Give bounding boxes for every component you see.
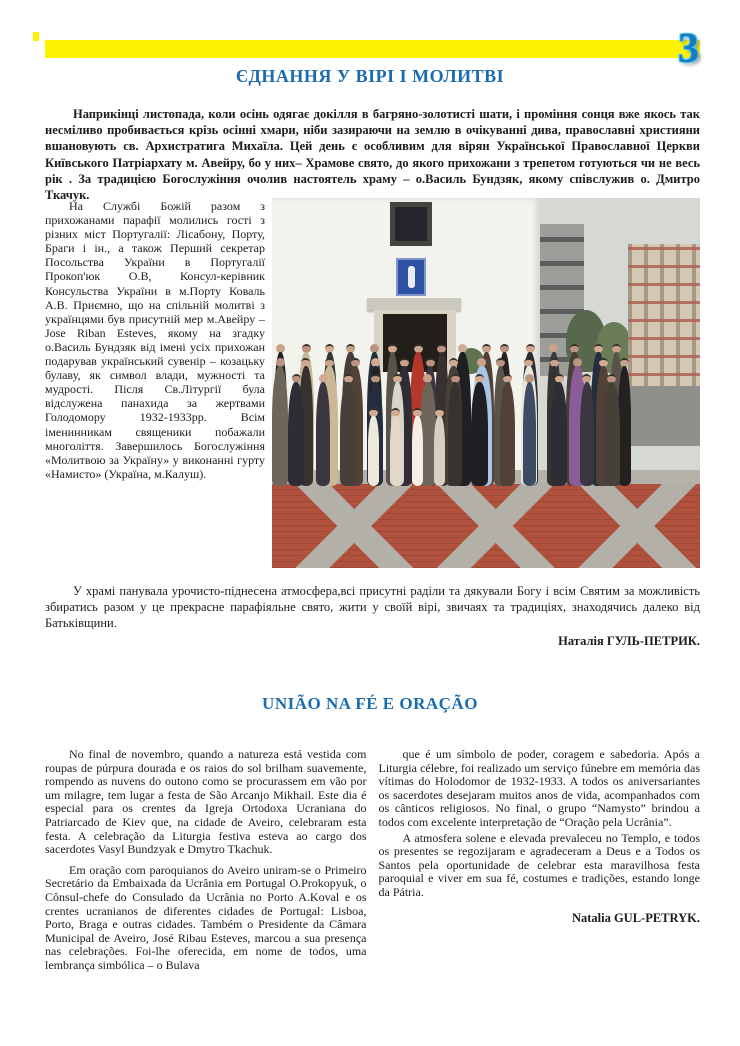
brick-pavement (272, 484, 700, 568)
group-photo (272, 198, 700, 568)
icon-saint-figure (408, 266, 415, 288)
person-body (500, 382, 515, 486)
person-figure (500, 374, 515, 486)
ukrainian-article-body (45, 199, 700, 569)
person-figure (316, 374, 330, 486)
person-figure (523, 374, 536, 486)
person-body (471, 382, 488, 486)
person-body (434, 416, 445, 486)
signature-portuguese: Natalia GUL-PETRYK. (571, 910, 700, 925)
person-figure (471, 374, 488, 486)
person-body (603, 382, 620, 486)
person-body (412, 416, 423, 486)
person-figure (603, 374, 620, 486)
pt-left-paragraph-1: No final de novembro, quando a natureza está vestida com roupas de púrpura dourada e os raios do sol brilham suavemente, rompendo as nuvens do outono como se procurassem em vão por um milagre, tem lugar a festa de São Arcanjo Mikhail. Este dia é especial para os crentes da Igreja Ortodoxa Ucraniana do Patriarcado de Kiev que, na cidade de Aveiro, celebraram esta festa. A celebração da Liturgia festiva esteva ao cargo dos sacerdotes Vasyl Bundzyak e Dmytro Tkachuk. (45, 747, 367, 857)
closing-paragraph-ukrainian: У храмі панувала урочисто-піднесена атмосфера,всі присутні раділи та дякували Богу і всім Святим за можливість збиратись разом у це прекрасне парафіяльне свято, жити у своїй вірі, звичаях та традиціях, знаходячись далеко від Батьківщини. (45, 584, 700, 630)
crowd-of-parishioners (272, 328, 700, 488)
yellow-top-bar (45, 40, 700, 58)
person-body (288, 382, 304, 486)
yellow-tick-decoration (33, 32, 39, 41)
person-body (316, 382, 330, 486)
person-body (368, 416, 379, 486)
person-body (272, 366, 288, 486)
article-title-portuguese: UNIÃO NA FÉ E ORAÇÃO (262, 694, 478, 713)
person-body (390, 416, 401, 486)
person-body (551, 382, 567, 486)
person-body (523, 382, 536, 486)
ukrainian-column-text: На Службі Божій разом з прихожанами парафії молились гості з різних міст Португалії: Лісабону, Порту, Браги і ін., а також Перший секретар Посольства України в Португалії Прокоп'юк О.В, Консул-керівник Консульства України в м.Порту Коваль А.В. Приємно, що на спільній молитві з українцями був присутній мер м.Авейру – Jose Riban Esteves, якому на згадку о.Василь Бундзяк від імені усіх прихожан подарував український сувенір – козацьку булаву, як символ влади, мужності та мудрості. Після Св.Літургії була відслужена панахида за жертвами Голодомору 1932-1933рр. Всім іменинникам священики побажали многоліття. Завершилось Богослужіння «Молитвою за Україну» у виконанні гурту «Намисто» (Україна, м.Калуш). (45, 199, 265, 481)
portuguese-right-column (379, 748, 701, 973)
church-window (390, 202, 432, 246)
person-body (580, 382, 594, 486)
door-cornice (367, 298, 461, 310)
portuguese-left-column (45, 748, 367, 973)
blue-icon-tile (396, 258, 426, 296)
person-figure (368, 408, 379, 486)
person-body (448, 382, 462, 486)
person-figure (390, 408, 401, 486)
person-figure (448, 374, 462, 486)
pt-right-paragraph-2: A atmosfera solene e elevada prevaleceu no Templo, e todos os presentes se regozijaram e agradeceram a Deus e a Todos os Santos pela oportunidade de celebrar esta maravilhosa festa paroquial e viver em sua fé, costumes e tradições, estando longe da Pátria. (378, 830, 700, 899)
person-figure (340, 374, 357, 486)
article-title-ukrainian: ЄДНАННЯ У ВІРІ І МОЛИТВІ (235, 66, 505, 86)
person-figure (288, 374, 304, 486)
person-figure (412, 408, 423, 486)
person-figure (272, 358, 288, 486)
pt-left-paragraph-2: Em oração com paroquianos do Aveiro uniram-se o Primeiro Secretário da Embaixada da Ucrânia em Portugal O.Prokopyuk, o Cônsul-chefe do Consulado da Ucrânia no Porto A.Koval e os crentes ucranianos de diferentes cidades de Portugal: Lisboa, Porto, Braga e outras cidades. Também o Presidente da Câmara Municipal de Aveiro, José Ribau Esteves, marcou a sua presença nas celebrações. Foi-lhe oferecida, em nome de todos, uma lembrança simbólica – o Bulava (45, 862, 367, 972)
lead-paragraph-ukrainian: Наприкінці листопада, коли осінь одягає докілля в багряно-золотисті шати, і проміння сонця вже якось так несміливо пробивається крізь осінні хмари, ніби зазираючи на землю в очікуванні дива, православні християни вшановують св. Архистратига Михаїла. Цей день є особливим для вірян Української Православної Церкви Київського Патріархату м. Авейру, бо у них– Храмове свято, до якого прихожани з трепетом готуються чи не весь рік . За традицією Богослужіння очолив настоятель храму – о.Василь Бундзяк, якому співслужив о. Дмитро Ткачук. (45, 107, 700, 203)
signature-ukrainian: Наталія ГУЛЬ-ПЕТРИК. (558, 634, 700, 648)
pt-right-paragraph-1: que é um símbolo de poder, coragem e sabedoria. Após a Liturgia célebre, foi realizado um serviço fúnebre em memória das vítimas do Holodomor de 1932-1933. A todos os aniversariantes os sacerdotes desejaram muitos anos de vida, acompanhados com os cânticos religiosos. No final, o grupo “Namysto” brindou a todos com excelente interpretação de “Oração pela Ucrânia”. (378, 747, 700, 829)
portuguese-article-body (45, 748, 700, 973)
person-figure (434, 408, 445, 486)
person-figure (551, 374, 567, 486)
page-number: 3 (678, 26, 699, 72)
person-body (340, 382, 357, 486)
person-figure (580, 374, 594, 486)
